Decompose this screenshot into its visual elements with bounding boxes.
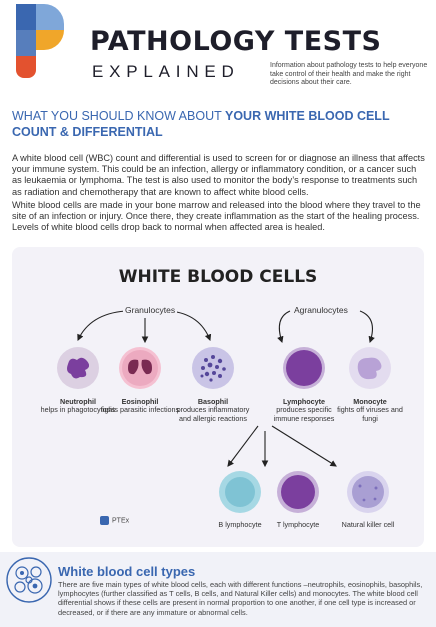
tagline: Information about pathology tests to help everyone take control of their health and make the right decisions about their care.: [270, 62, 428, 87]
nk-cell-icon: [346, 470, 390, 514]
t-lymphocyte-label: T lymphocyte: [276, 520, 320, 529]
basophil-desc: produces inflammatory and allergic reactions: [176, 405, 250, 423]
cell-types-title: White blood cell types: [58, 564, 196, 579]
cells-cluster-icon: [4, 555, 54, 605]
b-lymphocyte-icon: [218, 470, 262, 514]
cell-types-text: There are five main types of white blood cells, each with different functions –neutrophils, eosinophils, basophils, lymphocytes (further classified as T cells, B cells, and Natural Killer cells) and monocytes. The white blood cell differential shows if these cells are present in normal proportion to one another, if one cell type is increased or decreased, or if there are any immature or abnormal cells.: [58, 580, 423, 617]
neutrophil-desc: helps in phagotocytosis: [40, 405, 116, 415]
eosinophil-desc: fights parasitic infections: [100, 405, 180, 415]
monocyte-desc: fights off viruses and fungi: [337, 405, 403, 423]
basophil-name: Basophil: [197, 397, 229, 406]
brand-subtitle: EXPLAINED: [92, 62, 240, 81]
eosinophil-label: [100, 398, 180, 415]
lymphocyte-name: Lymphocyte: [282, 397, 326, 406]
pte-mark-icon: [100, 516, 109, 525]
intro-paragraph-2: White blood cells are made in your bone marrow and released into the blood where they travel to the site of an infection or injury. Once there, they create inflammation as the start of the healing process. Levels of white blood cells drop back to normal when affected area is healed.: [12, 200, 421, 233]
neutrophil-icon: [56, 346, 100, 390]
b-lymphocyte-label: B lymphocyte: [218, 520, 262, 529]
basophil-icon: [191, 346, 235, 390]
subtitle-emphasis: YOUR WHITE BLOOD CELL COUNT & DIFFERENTIAL: [12, 109, 390, 139]
infographic-title: WHITE BLOOD CELLS: [118, 267, 318, 287]
monocyte-name: Monocyte: [353, 397, 387, 406]
eosinophil-icon: [118, 346, 162, 390]
basophil-label: [173, 398, 253, 423]
intro-paragraph-1: A white blood cell (WBC) count and differential is used to screen for or diagnose an illness that affects your immune system. This could be an infection, allergy or inflammatory condition, or a cancer such as leukaemia or lymphoma. The test is also used to monitor the body’s response to treatments such as radiation and chemotherapy that are known to affect white blood cells.: [12, 153, 425, 197]
lymphocyte-icon: [282, 346, 326, 390]
nk-cell-label: Natural killer cell: [341, 520, 395, 529]
subtitle-lead: WHAT YOU SHOULD KNOW ABOUT: [12, 109, 225, 123]
pte-mark: [100, 516, 129, 525]
neutrophil-name: Neutrophil: [60, 397, 96, 406]
monocyte-label: [330, 398, 410, 423]
t-lymphocyte-icon: [276, 470, 320, 514]
monocyte-icon: [348, 346, 392, 390]
granulocytes-label: Granulocytes: [125, 305, 176, 315]
brand-title: PATHOLOGY TESTS: [90, 26, 382, 57]
eosinophil-name: Eosinophil: [121, 397, 159, 406]
pte-mark-text: PTEx: [112, 517, 130, 525]
agranulocytes-label: Agranulocytes: [294, 305, 348, 315]
lymphocyte-desc: produces specific immune responses: [273, 405, 335, 423]
